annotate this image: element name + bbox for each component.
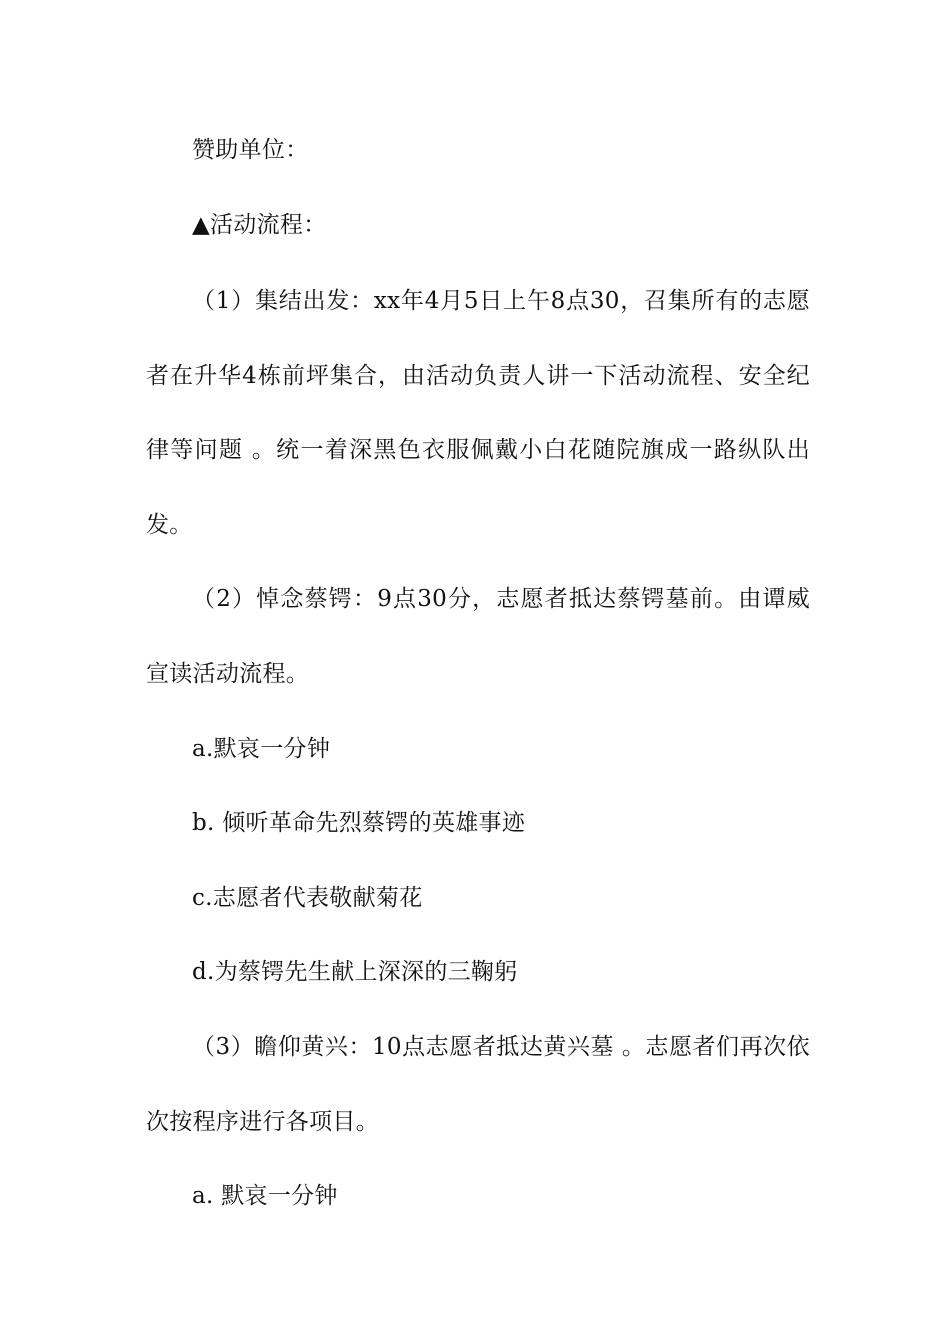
- list-item-b-listen: b. 倾听革命先烈蔡锷的英雄事迹: [192, 810, 526, 836]
- step-3-huangxing-paragraph: （3）瞻仰黄兴：10点志愿者抵达黄兴墓 。志愿者们再次依次按程序进行各项目。: [146, 1034, 810, 1135]
- list-item-a-silence-repeat: a. 默哀一分钟: [192, 1183, 338, 1209]
- list-item-c-flowers: c.志愿者代表敬献菊花: [192, 885, 423, 911]
- step-1-assembly-paragraph: （1）集结出发：xx年4月5日上午8点30，召集所有的志愿者在升华4栋前坪集合，由活动负责人讲一下活动流程、安全纪律等问题 。统一着深黑色衣服佩戴小白花随院旗成一路纵队出发。: [146, 288, 810, 538]
- sponsor-label: 赞助单位：: [192, 137, 309, 163]
- list-item-a-silence: a.默哀一分钟: [192, 736, 331, 762]
- step-2-mourn-caie-paragraph: （2）悼念蔡锷：9点30分，志愿者抵达蔡锷墓前。由谭威宣读活动流程。: [146, 586, 810, 687]
- list-item-d-bow: d.为蔡锷先生献上深深的三鞠躬: [192, 959, 518, 985]
- activity-process-heading: ▲活动流程：: [192, 212, 327, 238]
